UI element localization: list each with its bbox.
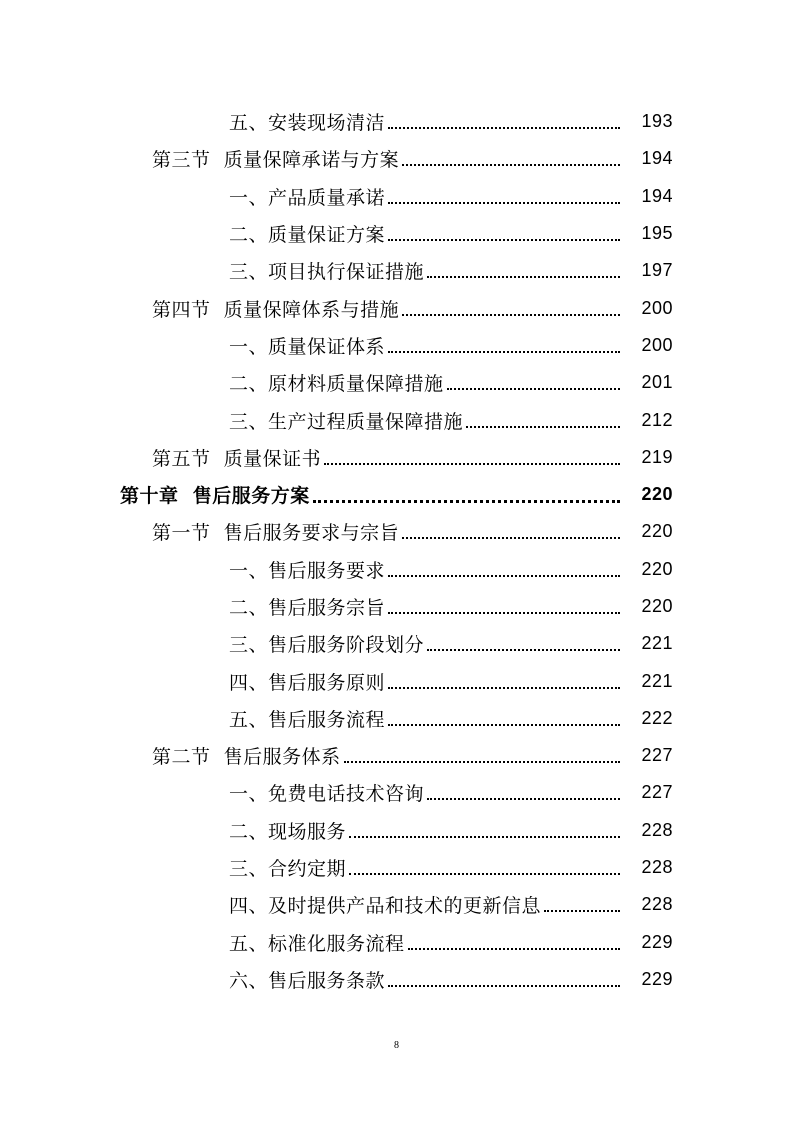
toc-subsection-entry[interactable]	[0, 327, 793, 364]
toc-entry-line	[229, 593, 673, 620]
toc-entry-page: 193	[641, 111, 673, 132]
toc-entry-title: 第二节 售后服务体系	[152, 746, 341, 769]
dot-leader	[427, 797, 620, 800]
dot-leader	[388, 723, 620, 726]
toc-subsection-entry[interactable]	[0, 401, 793, 438]
toc-subsection-entry[interactable]	[0, 662, 793, 699]
toc-entry-line	[229, 556, 673, 583]
toc-subsection-entry[interactable]	[0, 551, 793, 588]
dot-leader	[427, 275, 620, 278]
dot-leader	[544, 909, 620, 912]
toc-section-entry[interactable]	[0, 289, 793, 326]
toc-entry-page: 221	[641, 633, 673, 654]
toc-entry-title: 二、原材料质量保障措施	[229, 373, 444, 396]
toc-subsection-entry[interactable]	[0, 215, 793, 252]
toc-entry-title: 五、安装现场清洁	[229, 112, 386, 135]
toc-entry-title: 一、免费电话技术咨询	[229, 783, 425, 806]
toc-entry-title: 三、生产过程质量保障措施	[229, 410, 464, 433]
dot-leader	[388, 126, 620, 129]
dot-leader	[447, 387, 620, 390]
dot-leader	[402, 163, 620, 166]
toc-entry-page: 220	[641, 521, 673, 542]
toc-entry-page: 194	[641, 148, 673, 169]
toc-entry-title: 三、项目执行保证措施	[229, 261, 425, 284]
toc-entry-title: 第十章 售后服务方案	[120, 485, 310, 508]
toc-entry-line	[152, 444, 673, 471]
toc-entry-title: 一、质量保证体系	[229, 335, 386, 358]
toc-subsection-entry[interactable]	[0, 886, 793, 923]
toc-entry-page: 200	[641, 334, 673, 355]
toc-entry-line	[152, 145, 673, 172]
toc-entry-page: 227	[641, 745, 673, 766]
toc-entry-line	[229, 929, 673, 956]
toc-entry-line	[229, 817, 673, 844]
toc-entry-page: 222	[641, 707, 673, 728]
toc-entry-page: 195	[641, 223, 673, 244]
toc-subsection-entry[interactable]	[0, 178, 793, 215]
toc-entry-title: 五、售后服务流程	[229, 708, 386, 731]
dot-leader	[427, 648, 620, 651]
toc-subsection-entry[interactable]	[0, 588, 793, 625]
dot-leader	[388, 350, 620, 353]
toc-entry-title: 第五节 质量保证书	[152, 447, 322, 470]
toc-entry-line	[152, 295, 673, 322]
toc-entry-line	[229, 705, 673, 732]
toc-entry-title: 二、现场服务	[229, 820, 347, 843]
dot-leader	[388, 611, 620, 614]
toc-entry-line	[152, 742, 673, 769]
dot-leader	[388, 984, 620, 987]
toc-entry-line	[120, 481, 673, 508]
dot-leader	[402, 536, 620, 539]
toc-entry-line	[229, 966, 673, 993]
toc-subsection-entry[interactable]	[0, 625, 793, 662]
toc-entry-title: 三、合约定期	[229, 858, 347, 881]
toc-entry-title: 二、质量保证方案	[229, 224, 386, 247]
dot-leader	[388, 574, 620, 577]
toc-entry-line	[229, 257, 673, 284]
toc-entry-page: 228	[641, 894, 673, 915]
toc-entry-line	[229, 668, 673, 695]
toc-entry-page: 228	[641, 857, 673, 878]
toc-subsection-entry[interactable]	[0, 252, 793, 289]
dot-leader	[349, 872, 620, 875]
toc-entry-page: 197	[641, 260, 673, 281]
toc-entry-page: 220	[641, 558, 673, 579]
toc-chapter-entry[interactable]	[0, 476, 793, 513]
toc-entry-title: 四、及时提供产品和技术的更新信息	[229, 895, 542, 918]
toc-entry-line	[229, 407, 673, 434]
toc-entry-line	[229, 220, 673, 247]
dot-leader	[402, 313, 620, 316]
toc-entry-title: 三、售后服务阶段划分	[229, 634, 425, 657]
toc-entry-title: 六、售后服务条款	[229, 969, 386, 992]
toc-entry-page: 227	[641, 782, 673, 803]
dot-leader	[408, 947, 620, 950]
toc-entry-page: 219	[641, 446, 673, 467]
toc-entry-title: 五、标准化服务流程	[229, 932, 405, 955]
dot-leader	[324, 462, 620, 465]
toc-entry-line	[229, 183, 673, 210]
toc-entry-page: 200	[641, 297, 673, 318]
toc-section-entry[interactable]	[0, 737, 793, 774]
toc-entry-title: 一、售后服务要求	[229, 559, 386, 582]
toc-subsection-entry[interactable]	[0, 849, 793, 886]
toc-entry-page: 220	[641, 596, 673, 616]
toc-entry-title: 二、售后服务宗旨	[229, 597, 386, 619]
toc-subsection-entry[interactable]	[0, 774, 793, 811]
toc-entry-title: 一、产品质量承诺	[229, 186, 386, 209]
toc-entry-page: 221	[641, 670, 673, 691]
dot-leader	[466, 425, 620, 428]
dot-leader	[388, 238, 620, 241]
page-number: 8	[394, 1040, 399, 1051]
toc-entry-page: 212	[641, 409, 673, 430]
toc-entry-page: 229	[641, 931, 673, 952]
toc-entry-page: 194	[641, 185, 673, 206]
toc-subsection-entry[interactable]	[0, 812, 793, 849]
toc-entry-line	[229, 332, 673, 359]
toc-subsection-entry[interactable]	[0, 924, 793, 961]
dot-leader	[388, 686, 620, 689]
toc-section-entry[interactable]	[0, 439, 793, 476]
table-of-contents	[0, 103, 793, 998]
toc-entry-page: 229	[641, 968, 673, 989]
toc-section-entry[interactable]	[0, 513, 793, 550]
toc-entry-line	[229, 854, 673, 881]
toc-entry-page: 220	[641, 484, 673, 505]
dot-leader	[388, 201, 620, 204]
toc-entry-title: 第三节 质量保障承诺与方案	[152, 149, 400, 172]
toc-entry-line	[229, 630, 673, 657]
dot-leader	[349, 835, 620, 838]
toc-entry-line	[229, 108, 673, 135]
toc-entry-title: 四、售后服务原则	[229, 671, 386, 694]
toc-entry-title: 第四节 质量保障体系与措施	[152, 298, 400, 321]
toc-section-entry[interactable]	[0, 140, 793, 177]
toc-entry-line	[229, 779, 673, 806]
dot-leader	[313, 499, 620, 503]
dot-leader	[344, 760, 620, 763]
toc-entry-line	[229, 891, 673, 918]
toc-entry-page: 228	[641, 819, 673, 840]
toc-entry-title: 第一节 售后服务要求与宗旨	[152, 522, 400, 545]
toc-entry-line	[229, 369, 673, 396]
toc-entry-line	[152, 518, 673, 545]
toc-entry-page: 201	[641, 372, 673, 393]
toc-subsection-entry[interactable]	[0, 364, 793, 401]
toc-subsection-entry[interactable]	[0, 700, 793, 737]
toc-subsection-entry[interactable]	[0, 961, 793, 998]
toc-subsection-entry[interactable]	[0, 103, 793, 140]
